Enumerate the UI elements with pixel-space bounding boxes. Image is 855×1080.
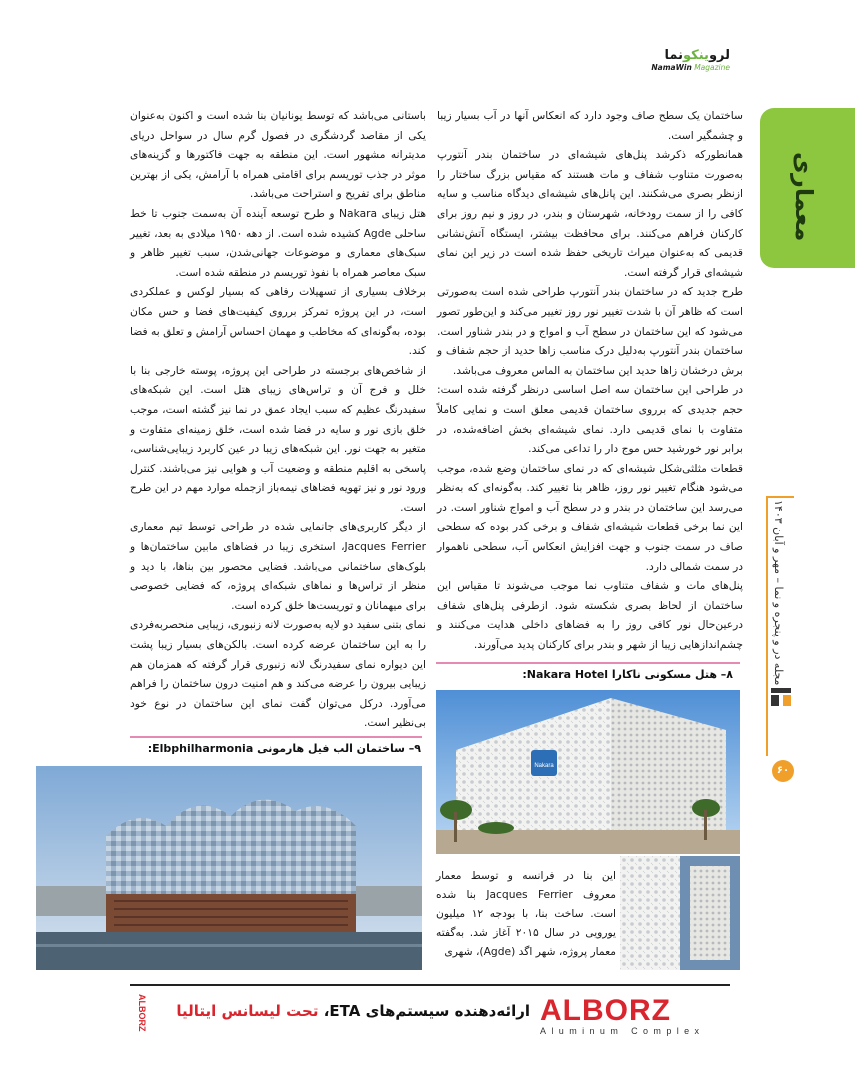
alborz-logo (540, 994, 735, 1044)
magazine-logo (640, 48, 730, 84)
paragraph: در طراحی این ساختمان سه اصل اساسی درنظر گرفته شده است: حجم جدیدی که برروی ساختمان قدیمی معلق است و نمایی کاملاً متفاوت با نمای قدیمی دارد. نمای شیشه‌ای بخش اضافه‌شده، در برابر نور خورشید حس موج دار را تداعی می‌کند. (437, 383, 743, 456)
logo-part-c: نما (664, 48, 684, 63)
article-column-right (437, 106, 743, 655)
section-tab (760, 108, 855, 268)
article-column-left (130, 106, 426, 733)
logo-part-b: ینکو (683, 48, 709, 63)
paragraph: همانطورکه ذکرشد پنل‌های شیشه‌ای در ساختمان بندر آنتورپ به‌صورت متناوب شفاف و مات هستند که مقیاس بزرگ ساختار را ازنظر بصری می‌شکنند. این پانل‌های شیشه‌ای دیدگاه مناسب و سایه کافی را از سمت رودخانه، شهرستان و بندر، در روز و نیم روز برای کارکنان فراهم می‌کنند. برای محافظت بیشتر، ایستگاه آتش‌نشانی قدیمی که به‌عنوان میراث تاریخی حفظ شده است در زیر این نمای شیشه‌ای قرار گرفته است. (437, 148, 743, 279)
caption-rule (130, 736, 422, 738)
paragraph: از شاخص‌های برجسته در طراحی این پروژه، پوسته خارجی بنا با خلل و فرج آن و تراس‌های زیبای هتل است. این شبکه‌های سفیدرنگ عظیم که سبب ایجاد عمق در نما نیز گشته است، موجب خلق بازی نور و سایه در فضا شده است، خلق زمینه‌ای متفاوت و متغیر به جهت نور. این شبکه‌های زیبا در عین کاربرد زیبایی‌شناسی، پاسخی به اقلیم منطقه و وضعیت آب و هوایی نیز می‌باشند. کنترل ورود نور و نیز تهویه فضاهای نیمه‌باز ازجمله موارد مهم در این طرح است. (130, 363, 426, 514)
paragraph: ساختمان یک سطح صاف وجود دارد که انعکاس آنها در آب بسیار زیبا و چشمگیر است. (437, 109, 743, 142)
logo-subtitle (640, 63, 730, 72)
elbphilharmonie-illustration (36, 766, 422, 970)
issue-info: مجله در و پنجره و نما – مهر و آبان ۱۴۰۳ (772, 500, 785, 686)
alborz-wordmark: ALBORZ (540, 994, 671, 1027)
logo-en-brand: NamaWin (651, 63, 692, 72)
advertisement-text (176, 1002, 530, 1020)
vertical-brand-text: ALBORZ (137, 994, 147, 1032)
side-accent-tick (766, 496, 794, 498)
hotel-sign-text: Nakara (534, 763, 554, 769)
nakara-hotel-photo (436, 690, 740, 854)
ad-eta: ETA، (323, 1002, 361, 1020)
paragraph: پنل‌های مات و شفاف متناوب نما موجب می‌شوند تا مقیاس این ساختمان از لحاظ بصری شکسته شود. ازطرفی پنل‌های شفاف درعین‌حال نور کافی روز را به فضاهای داخلی هدایت می‌کنند و چشم‌اندازهایی زیبا از شهر و بندر برای کارکنان پدید می‌آورند. (437, 579, 743, 652)
paragraph: از دیگر کاربری‌های جانمایی شده در طراحی توسط تیم معماری Jacques Ferrier، استخری زیبا در فضاهای مابین ساختمان‌ها و بلوک‌های ساختمانی می‌باشد. فضایی محصور بین بناها، با دید و منظر از تراس‌ها و نماهای شبکه‌ای پروژه، که فضایی خصوصی برای میهمانان و توریست‌ها خلق کرده است. (130, 520, 426, 612)
paragraph: طرح جدید که در ساختمان بندر آنتورپ طراحی شده است به‌صورتی است که ظاهر آن با شدت تغییر نور روز تغییر می‌کند و این‌طور تصور می‌شود که این ساختمان در سطح آب و امواج و در بندر شناور است. ساختمان بندر آنتورپ به‌دلیل درک مناسب زاها حدید از حجم شفاف و برش درخشان زاها حدید این ساختمان به الماس معروف می‌باشد. (437, 285, 743, 377)
figure-8-description: این بنا در فرانسه و توسط معمار معروف Jacques Ferrier بنا شده است. ساخت بنا، با بودجه ۱۲ میلیون یورویی در سال ۲۰۱۵ آغاز شد. به‌گفته معمار پروژه، شهر اگد (Agde)، شهری (436, 869, 617, 958)
alborz-vertical-logo (126, 992, 147, 1054)
paragraph: باستانی می‌باشد که توسط یونانیان بنا شده است و اکنون به‌عنوان یکی از مقاصد گردشگری در فصول گرم سال در سواحل دریای مدیترانه مشهور است. این منطقه به جهت فاکتورها و گزینه‌های موثر در جذب توریسم برای اقامتی همراه با آرامش، یکی از بهترین مناطق برای تفریح و استراحت می‌باشد. (130, 109, 426, 201)
paragraph: قطعات مثلثی‌شکل شیشه‌ای که در نمای ساختمان وضع شده، موجب می‌شود هنگام تغییر نور روز، ظاهر بنا تغییر کند. به‌گونه‌ای که به‌نظر می‌رسد این ساختمان در بندر و در سطح آب و امواج شناور است. در این نما برخی قطعات شیشه‌ای شفاف و برخی کدر بوده که سطحی صاف در سمت جنوب و جهت افزایش انعکاس آب، سطحی ناهموار در سمت شمالی دارد. (437, 461, 743, 573)
figure-8-caption: ۸– هتل مسکونی ناکارا Nakara Hotel: (522, 668, 733, 681)
hotel-illustration (436, 690, 740, 854)
facade-detail-illustration (620, 856, 740, 970)
figure-9-caption: ۹– ساختمان الب فیل هارمونی Elbphilharmonia: (147, 742, 421, 755)
footer-rule (130, 984, 730, 986)
facade-detail-photo (620, 856, 740, 970)
logo-en-mag: Magazine (694, 63, 730, 72)
paragraph: هتل زیبای Nakara و طرح توسعه آینده آن به‌سمت جنوب تا خط ساحلی Agde کشیده شده است. از دهه ۱۹۵۰ میلادی به بعد، تغییر سبک‌های معماری و موضوعات جهانی‌شدن، سبب تغییر ظاهر و سبک معاصر همراه با نفوذ توریسم در منطقه شده است. (130, 206, 426, 279)
ad-prefix: ارائه‌دهنده سیستم‌های (360, 1002, 530, 1020)
paragraph: برخلاف بسیاری از تسهیلات رفاهی که بسیار لوکس و عملکردی است، در این پروژه تمرکز برروی کیفیت‌های فضا و حس مکان بوده، به‌گونه‌ای که مخاطب و مهمان احساس آرامش و تعلق به فضا کند. (130, 285, 426, 358)
side-accent-line (766, 496, 768, 756)
paragraph: نمای بتنی سفید دو لایه به‌صورت لانه زنبوری، زیبایی منحصربه‌فردی را به این ساختمان عرضه کرده است. بالکن‌های بسیار زیبا پشت این دیواره نمای سفیدرنگ لانه زنبوری قرار گرفته که همزمان هم زیبایی بیرون را عرضه می‌کند و هم امنیت درون ساختمان را فراهم می‌آورد. درکل می‌توان گفت نمای این ساختمان در نوع خود بی‌نظیر است. (130, 618, 426, 730)
section-title: معماری (790, 152, 818, 242)
elbphilharmonie-photo (36, 766, 422, 970)
magazine-glyph-icon (768, 684, 794, 710)
page-number: ۶۰ (772, 760, 794, 782)
logo-wordmark (640, 48, 730, 63)
logo-part-a: لرو (708, 48, 730, 63)
alborz-tagline: Aluminum Complex (540, 1026, 705, 1036)
ad-license: تحت لیسانس ایتالیا (176, 1002, 324, 1020)
caption-rule (436, 662, 740, 664)
